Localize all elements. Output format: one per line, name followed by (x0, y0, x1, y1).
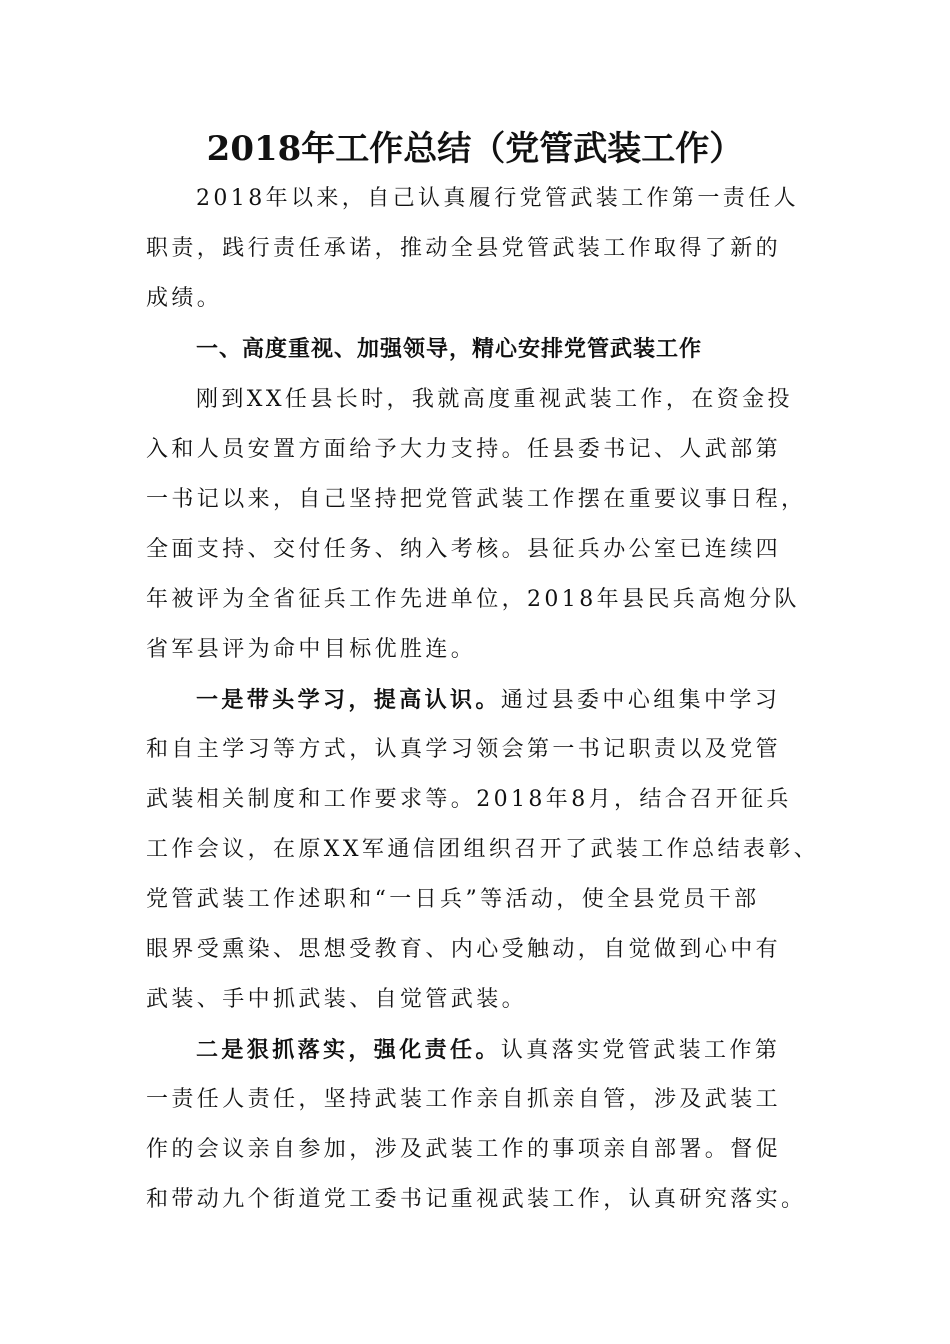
p2-line-2: 和自主学习等方式，认真学习领会第一书记职责以及党管 (146, 737, 782, 762)
intro-line-3: 成绩。 (146, 286, 223, 311)
p1-line-1: 刚到XX任县长时，我就高度重视武装工作，在资金投 (196, 387, 793, 412)
p2-line-4: 工作会议，在原XX军通信团组织召开了武装工作总结表彰、 (146, 837, 820, 862)
p1-line-2: 入和人员安置方面给予大力支持。任县委书记、人武部第 (146, 437, 782, 462)
p2-line-1-text: 通过县委中心组集中学习 (500, 688, 781, 713)
p2-line-1 (196, 675, 826, 725)
p3-line-2: 一责任人责任，坚持武装工作亲自抓亲自管，涉及武装工 (146, 1087, 782, 1112)
p2-line-5: 党管武装工作述职和“一日兵”等活动，使全县党员干部 (146, 887, 760, 912)
p3-line-1 (196, 1025, 826, 1075)
p1-line-5: 年被评为全省征兵工作先进单位，2018年县民兵高炮分队 (146, 587, 800, 612)
section-heading-1: 一、高度重视、加强领导，精心安排党管武装工作 (196, 337, 703, 362)
p2-lead: 一是带头学习，提高认识。 (196, 687, 501, 713)
p1-line-4: 全面支持、交付任务、纳入考核。县征兵办公室已连续四 (146, 537, 782, 562)
intro-line-2: 职责，践行责任承诺，推动全县党管武装工作取得了新的 (146, 236, 782, 261)
p2-line-3: 武装相关制度和工作要求等。2018年8月，结合召开征兵 (146, 787, 792, 812)
p3-lead: 二是狠抓落实，强化责任。 (196, 1037, 501, 1063)
p1-line-6: 省军县评为命中目标优胜连。 (146, 637, 477, 662)
p3-line-1-text: 认真落实党管武装工作第 (500, 1038, 781, 1063)
intro-line-1: 2018年以来，自己认真履行党管武装工作第一责任人 (196, 186, 799, 211)
p3-line-4: 和带动九个街道党工委书记重视武装工作，认真研究落实。 (146, 1187, 807, 1212)
p1-line-3: 一书记以来，自己坚持把党管武装工作摆在重要议事日程， (146, 487, 807, 512)
p2-line-6: 眼界受熏染、思想受教育、内心受触动，自觉做到心中有 (146, 937, 782, 962)
document-title: 2018年工作总结（党管武装工作） (206, 129, 744, 169)
p2-line-7: 武装、手中抓武装、自觉管武装。 (146, 987, 528, 1012)
p3-line-3: 作的会议亲自参加，涉及武装工作的事项亲自部署。督促 (146, 1137, 782, 1162)
